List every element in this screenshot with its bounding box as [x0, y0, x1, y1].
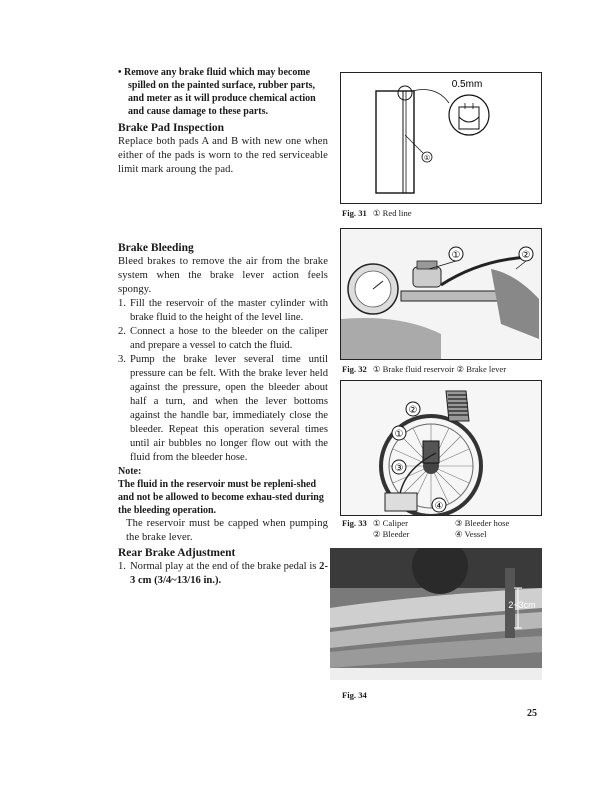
fig32-image — [340, 228, 542, 360]
brake-bleeding-intro: Bleed brakes to remove the air from the brake system when the brake lever action feels spongy. — [118, 256, 328, 295]
bleed-step — [118, 353, 328, 465]
fig33-drawing — [341, 381, 541, 515]
fig33-caption-right-1: ③ Bleeder hose — [454, 518, 510, 528]
warning-line: and meter as it will produce chemical action — [128, 93, 316, 104]
warning-line: • Remove any brake fluid which may become — [118, 67, 311, 78]
note-text: The fluid in the reservoir must be repleni-shed and not be allowed to become exhau-sted during the bleeding operation. — [118, 479, 324, 516]
fig33-callout-1: ① — [394, 429, 404, 440]
fig32-caption-text: ① Brake fluid reservoir ② Brake lever — [372, 364, 507, 374]
fig31-image — [340, 72, 542, 204]
fig33-caption-right-2: ④ Vessel — [454, 529, 487, 539]
step-text — [130, 560, 328, 588]
step-number: 3. — [118, 354, 126, 365]
fig33-callout-4: ④ — [434, 501, 444, 512]
fig34-drawing — [330, 548, 542, 680]
step-number: 1. — [118, 561, 126, 572]
fig33-label: Fig. 33 — [342, 518, 367, 528]
note-followup: The reservoir must be capped when pumping the brake lever. — [126, 518, 328, 543]
warning-line: and cause damage to these parts. — [128, 106, 268, 117]
step-text-bold: 2-3 cm (3/4~13/16 in.). — [130, 561, 328, 586]
fig33-caption-left-2: ② Bleeder — [372, 529, 410, 539]
fig33-caption-left-1: ① Caliper — [372, 518, 408, 528]
fig32-callout-1: ① — [451, 250, 461, 261]
step-text-prefix: Normal play at the end of the brake pedal is — [130, 561, 320, 572]
fig31-callout: ① — [423, 154, 431, 162]
rear-step — [118, 560, 328, 588]
rear-brake-heading: Rear Brake Adjustment — [118, 547, 236, 559]
fig34-label: Fig. 34 — [342, 690, 367, 700]
warning-block — [118, 66, 328, 118]
fig34-dim-label: 2~3cm — [508, 600, 536, 610]
step-text: Fill the reservoir of the master cylinder with brake fluid to the height of the level line. — [130, 298, 328, 323]
fig32-caption — [342, 364, 506, 375]
fig31-dim-label: 0.5mm — [451, 79, 483, 90]
fig33-callout-2: ② — [408, 405, 418, 416]
fig33-caption — [342, 518, 542, 540]
step-number: 2. — [118, 326, 126, 337]
bleed-step — [118, 297, 328, 325]
fig34-caption — [342, 690, 373, 701]
pad-inspection-text: Replace both pads A and B with new one when either of the pads is worn to the red serviceable limit mark aroung the pad. — [118, 136, 328, 175]
pad-inspection-heading: Brake Pad Inspection — [118, 122, 225, 134]
bleed-step — [118, 325, 328, 353]
step-number: 1. — [118, 298, 126, 309]
fig34-photo — [330, 548, 542, 680]
fig32-drawing — [341, 229, 541, 359]
brake-bleeding-heading: Brake Bleeding — [118, 242, 194, 254]
fig31-label: Fig. 31 — [342, 208, 367, 218]
fig33-image — [340, 380, 542, 516]
warning-line: spilled on the painted surface, rubber parts, — [128, 80, 316, 91]
page-number: 25 — [527, 708, 537, 719]
fig31-caption — [342, 208, 412, 219]
step-text: Connect a hose to the bleeder on the caliper and prepare a vessel to catch the fluid. — [130, 326, 328, 351]
fig31-caption-text: ① Red line — [372, 208, 412, 218]
fig32-callout-2: ② — [521, 250, 531, 261]
left-column — [118, 66, 328, 588]
fig31-drawing — [341, 73, 541, 203]
step-text: Pump the brake lever several time until pressure can be felt. With the brake lever held against the pressure, open the bleeder about half a turn, and when the lever bottoms against the handle bar, immediately close the bleeder. Repeat this operation several times until air bubbles no longer flow out with the fluid from the bleeder hose. — [130, 354, 328, 463]
fig32-label: Fig. 32 — [342, 364, 367, 374]
fig33-callout-3: ③ — [394, 463, 404, 474]
note-label: Note: — [118, 466, 142, 477]
